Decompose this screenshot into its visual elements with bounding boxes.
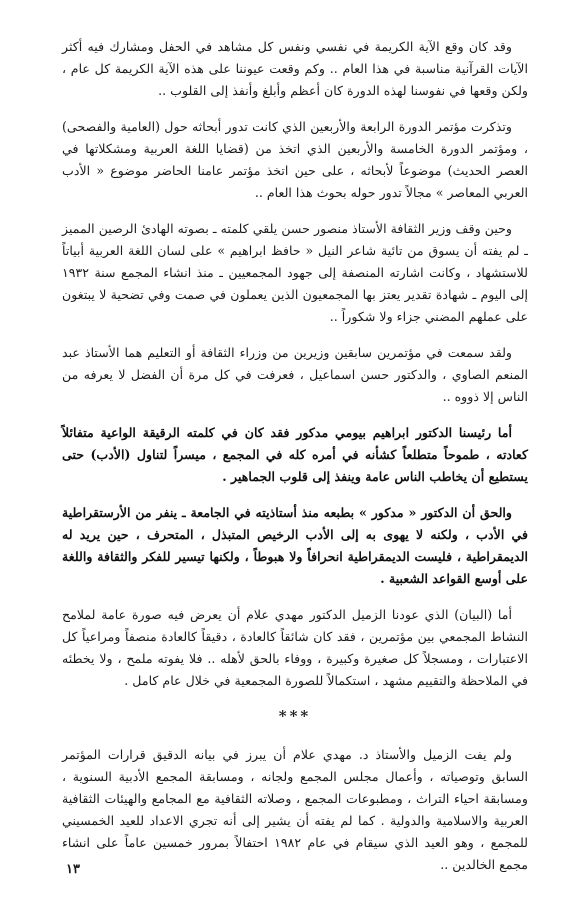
paragraph-3: وحين وقف وزير الثقافة الأستاذ منصور حسن يلقي كلمته ـ بصوته الهادئ الرصين المميز ـ لم يفته أن يسوق من تائية شاعر النيل « حافظ ابراهيم » على لسان اللغة العربية أبياتاً للاستشهاد ، وكانت اشارته المنصفة إلى جهود المجمعيين ـ منذ انشاء المجمع سنة ١٩٣٢ إلى اليوم ـ شهادة تقدير يعتز بها المجمعيون الذين يعملون في صمت وفي تضحية لا يبتغون على عملهم المضني جزاء ولا شكوراً .. (62, 221, 528, 324)
section-separator: *** (278, 707, 312, 725)
paragraph-7: أما (البيان) الذي عودنا الزميل الدكتور مهدي علام أن يعرض فيه صورة عامة لملامح النشاط المجمعي بين مؤتمرين ، فقد كان شائقاً كالعادة ، دقيقاً كالعادة منصفاً ومراعياً كل الاعتبارات ، ومسجلاً كل صغيرة وكبيرة ، ووفاء بالحق لأهله .. فلا يفوته ملمح ، ولا يخطئه في الملاحظة والتقييم مشهد ، استكمالاً للصورة المجمعية في خلال عام كامل . (62, 607, 528, 688)
paragraph-8: ولم يفت الزميل والأستاذ د. مهدي علام أن يبرز في بيانه الدقيق قرارات المؤتمر السابق وتوصياته ، وأعمال مجلس المجمع ولجانه ، ومسابقة المجمع الأدبية السنوية ، ومسابقة احياء التراث ، ومطبوعات المجمع ، وصلاته الثقافية مع المجامع والهيئات الثقافية العربية والاسلامية والدولية . كما لم يفته أن يشير إلى أنه تجري الاعداد للعيد الخمسيني للمجمع ، وهو العيد الذي سيقام في عام ١٩٨٢ احتفالاً بمرور خمسين عاماً على انشاء مجمع الخالدين .. (62, 747, 528, 872)
paragraph-4: ولقد سمعت في مؤتمرين سابقين وزيرين من وزراء الثقافة أو التعليم هما الأستاذ عبد المنعم الصاوي ، والدكتور حسن اسماعيل ، فعرفت في كل مرة أن الفضل لا يعرفه من الناس إلا ذووه .. (62, 345, 528, 404)
paragraph-1: وقد كان وقع الآية الكريمة في نفسي ونفس كل مشاهد في الحفل ومشارك فيه أكثر الآيات القرآنية مناسبة في هذا العام .. وكم وقعت عيوننا على هذه الآية الكريمة كل عام ، ولكن وقعها في نفوسنا لهذه الدورة كان أعظم وأبلغ وأنفذ إلى القلوب .. (62, 39, 528, 98)
page-body (62, 36, 528, 890)
paragraph-5: أما رئيسنا الدكتور ابراهيم بيومي مدكور فقد كان في كلمته الرقيقة الواعية متفائلاً كعادته ، طموحاً متطلعاً كشأنه في أمره كله في المجمع ، ميسراً لتناول (الأدب) حتى يستطيع أن يخاطب الناس عامة وينفذ إلى قلوب الجماهير . (62, 425, 528, 484)
paragraph-6: والحق أن الدكتور « مدكور » بطبعه منذ أستاذيته في الجامعة ـ ينفر من الأرستقراطية في الأدب ، ولكنه لا يهوى به إلى الأدب الرخيص المتبذل ، المتحرف ، حين يريد له الديمقراطية ، فليست الديمقراطية انحرافاً ولا هبوطاً ، ولكنها تيسير للفكر والثقافة واللغة على أوسع القواعد الشعبية . (62, 505, 528, 586)
page-number: ١٣ (66, 862, 80, 877)
paragraph-2: وتذكرت مؤتمر الدورة الرابعة والأربعين الذي كانت تدور أبحاثه حول (العامية والفصحى) ، ومؤتمر الدورة الخامسة والأربعين الذي اتخذ من (قضايا اللغة العربية ومشكلاتها في العصر الحديث) موضوعاً لأبحاثه ، على حين اتخذ مؤتمر عامنا الحاضر موضوع « الأدب العربي المعاصر » مجالاً تدور حوله بحوث هذا العام .. (62, 119, 528, 200)
